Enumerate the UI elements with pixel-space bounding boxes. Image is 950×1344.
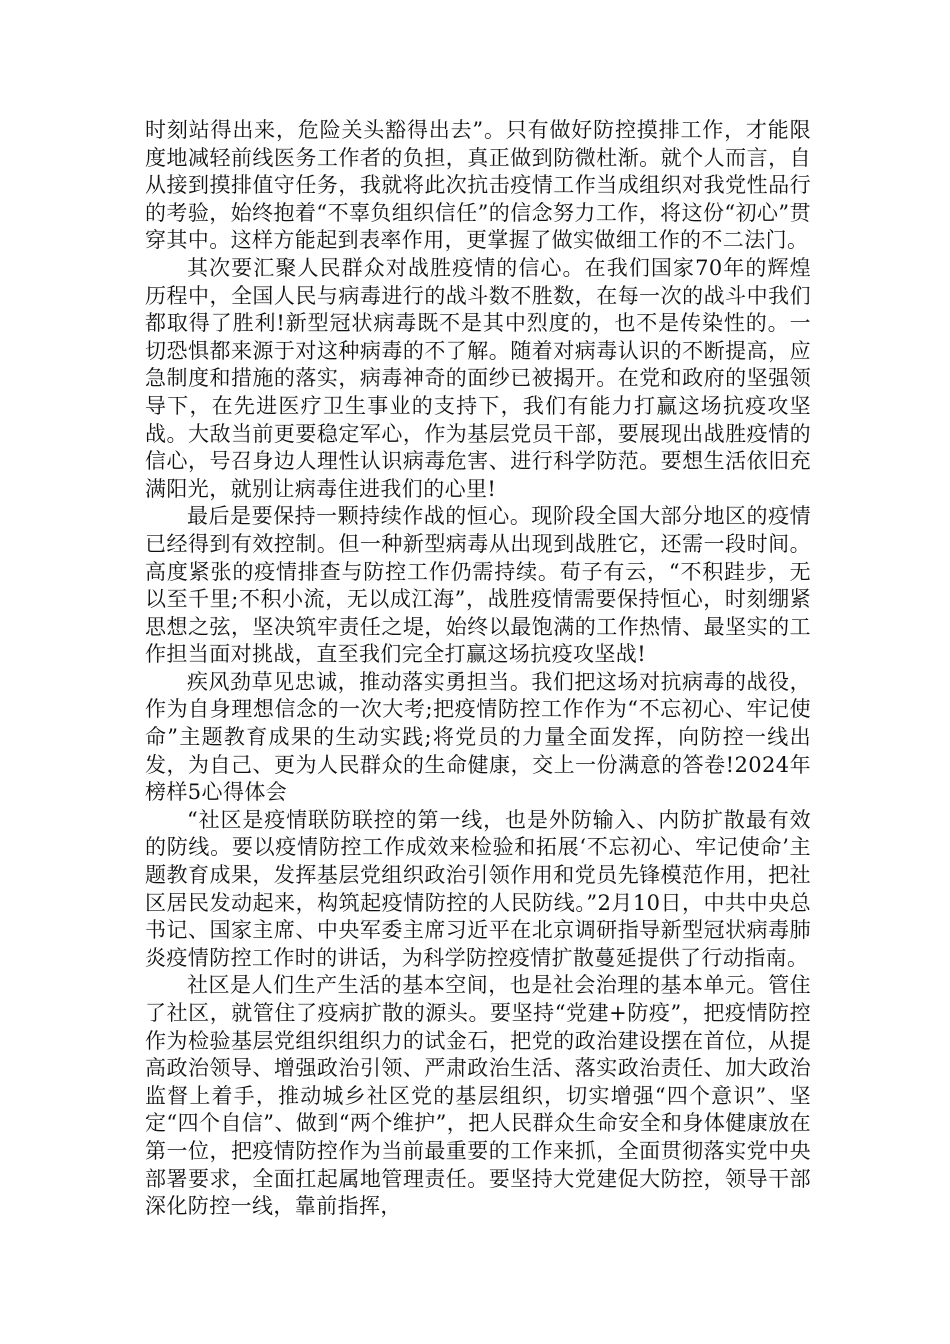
paragraph-5: “社区是疫情联防联控的第一线，也是外防输入、内防扩散最有效的防线。要以疫情防控工作成效来检验和拓展‘不忘初心、牢记使命’主题教育成果，发挥基层党组织政治引领作用和党员先锋模范作用，把社区居民发动起来，构筑起疫情防控的人民防线。”2月10日，中共中央总书记、国家主席、中央军委主席习近平在北京调研指导新型冠状病毒肺炎疫情防控工作时的讲话，为科学防控疫情扩散蔓延提供了行动指南。: [145, 807, 811, 970]
paragraph-3: 最后是要保持一颗持续作战的恒心。现阶段全国大部分地区的疫情已经得到有效控制。但一种新型病毒从出现到战胜它，还需一段时间。高度紧张的疫情排查与防控工作仍需持续。荀子有云，“不积跬步，无以至千里;不积小流，无以成江海”，战胜疫情需要保持恒心，时刻绷紧思想之弦，坚决筑牢责任之堤，始终以最饱满的工作热情、最坚实的工作担当面对挑战，直至我们完全打赢这场抗疫攻坚战!: [145, 504, 811, 667]
paragraph-6: 社区是人们生产生活的基本空间，也是社会治理的基本单元。管住了社区，就管住了疫病扩散的源头。要坚持“党建+防疫”，把疫情防控作为检验基层党组织组织力的试金石，把党的政治建设摆在首位，从提高政治领导、增强政治引领、严肃政治生活、落实政治责任、加大政治监督上着手，推动城乡社区党的基层组织，切实增强“四个意识”、坚定“四个自信”、做到“两个维护”，把人民群众生命安全和身体健康放在第一位，把疫情防控作为当前最重要的工作来抓，全面贯彻落实党中央部署要求，全面扛起属地管理责任。要坚持大党建促大防控，领导干部深化防控一线，靠前指挥，: [145, 973, 811, 1219]
paragraph-1: 时刻站得出来，危险关头豁得出去”。只有做好防控摸排工作，才能限度地减轻前线医务工作者的负担，真正做到防微杜渐。就个人而言，自从接到摸排值守任务，我就将此次抗击疫情工作当成组织对我党性品行的考验，始终抱着“不辜负组织信任”的信念努力工作，将这份“初心”贯穿其中。这样方能起到表率作用，更掌握了做实做细工作的不二法门。: [145, 118, 811, 253]
document-page: [145, 117, 811, 1221]
paragraph-4: 疾风劲草见忠诚，推动落实勇担当。我们把这场对抗病毒的战役，作为自身理想信念的一次大考;把疫情防控工作作为“不忘初心、牢记使命”主题教育成果的生动实践;将党员的力量全面发挥，向防控一线出发，为自己、更为人民群众的生命健康，交上一份满意的答卷!2024年榜样5心得体会: [145, 669, 811, 805]
paragraph-2: 其次要汇聚人民群众对战胜疫情的信心。在我们国家70年的辉煌历程中，全国人民与病毒进行的战斗数不胜数，在每一次的战斗中我们都取得了胜利!新型冠状病毒既不是其中烈度的，也不是传染性的。一切恐惧都来源于对这种病毒的不了解。随着对病毒认识的不断提高，应急制度和措施的落实，病毒神奇的面纱已被揭开。在党和政府的坚强领导下，在先进医疗卫生事业的支持下，我们有能力打赢这场抗疫攻坚战。大敌当前更要稳定军心，作为基层党员干部，要展现出战胜疫情的信心，号召身边人理性认识病毒危害、进行科学防范。要想生活依旧充满阳光，就别让病毒住进我们的心里!: [145, 255, 811, 501]
